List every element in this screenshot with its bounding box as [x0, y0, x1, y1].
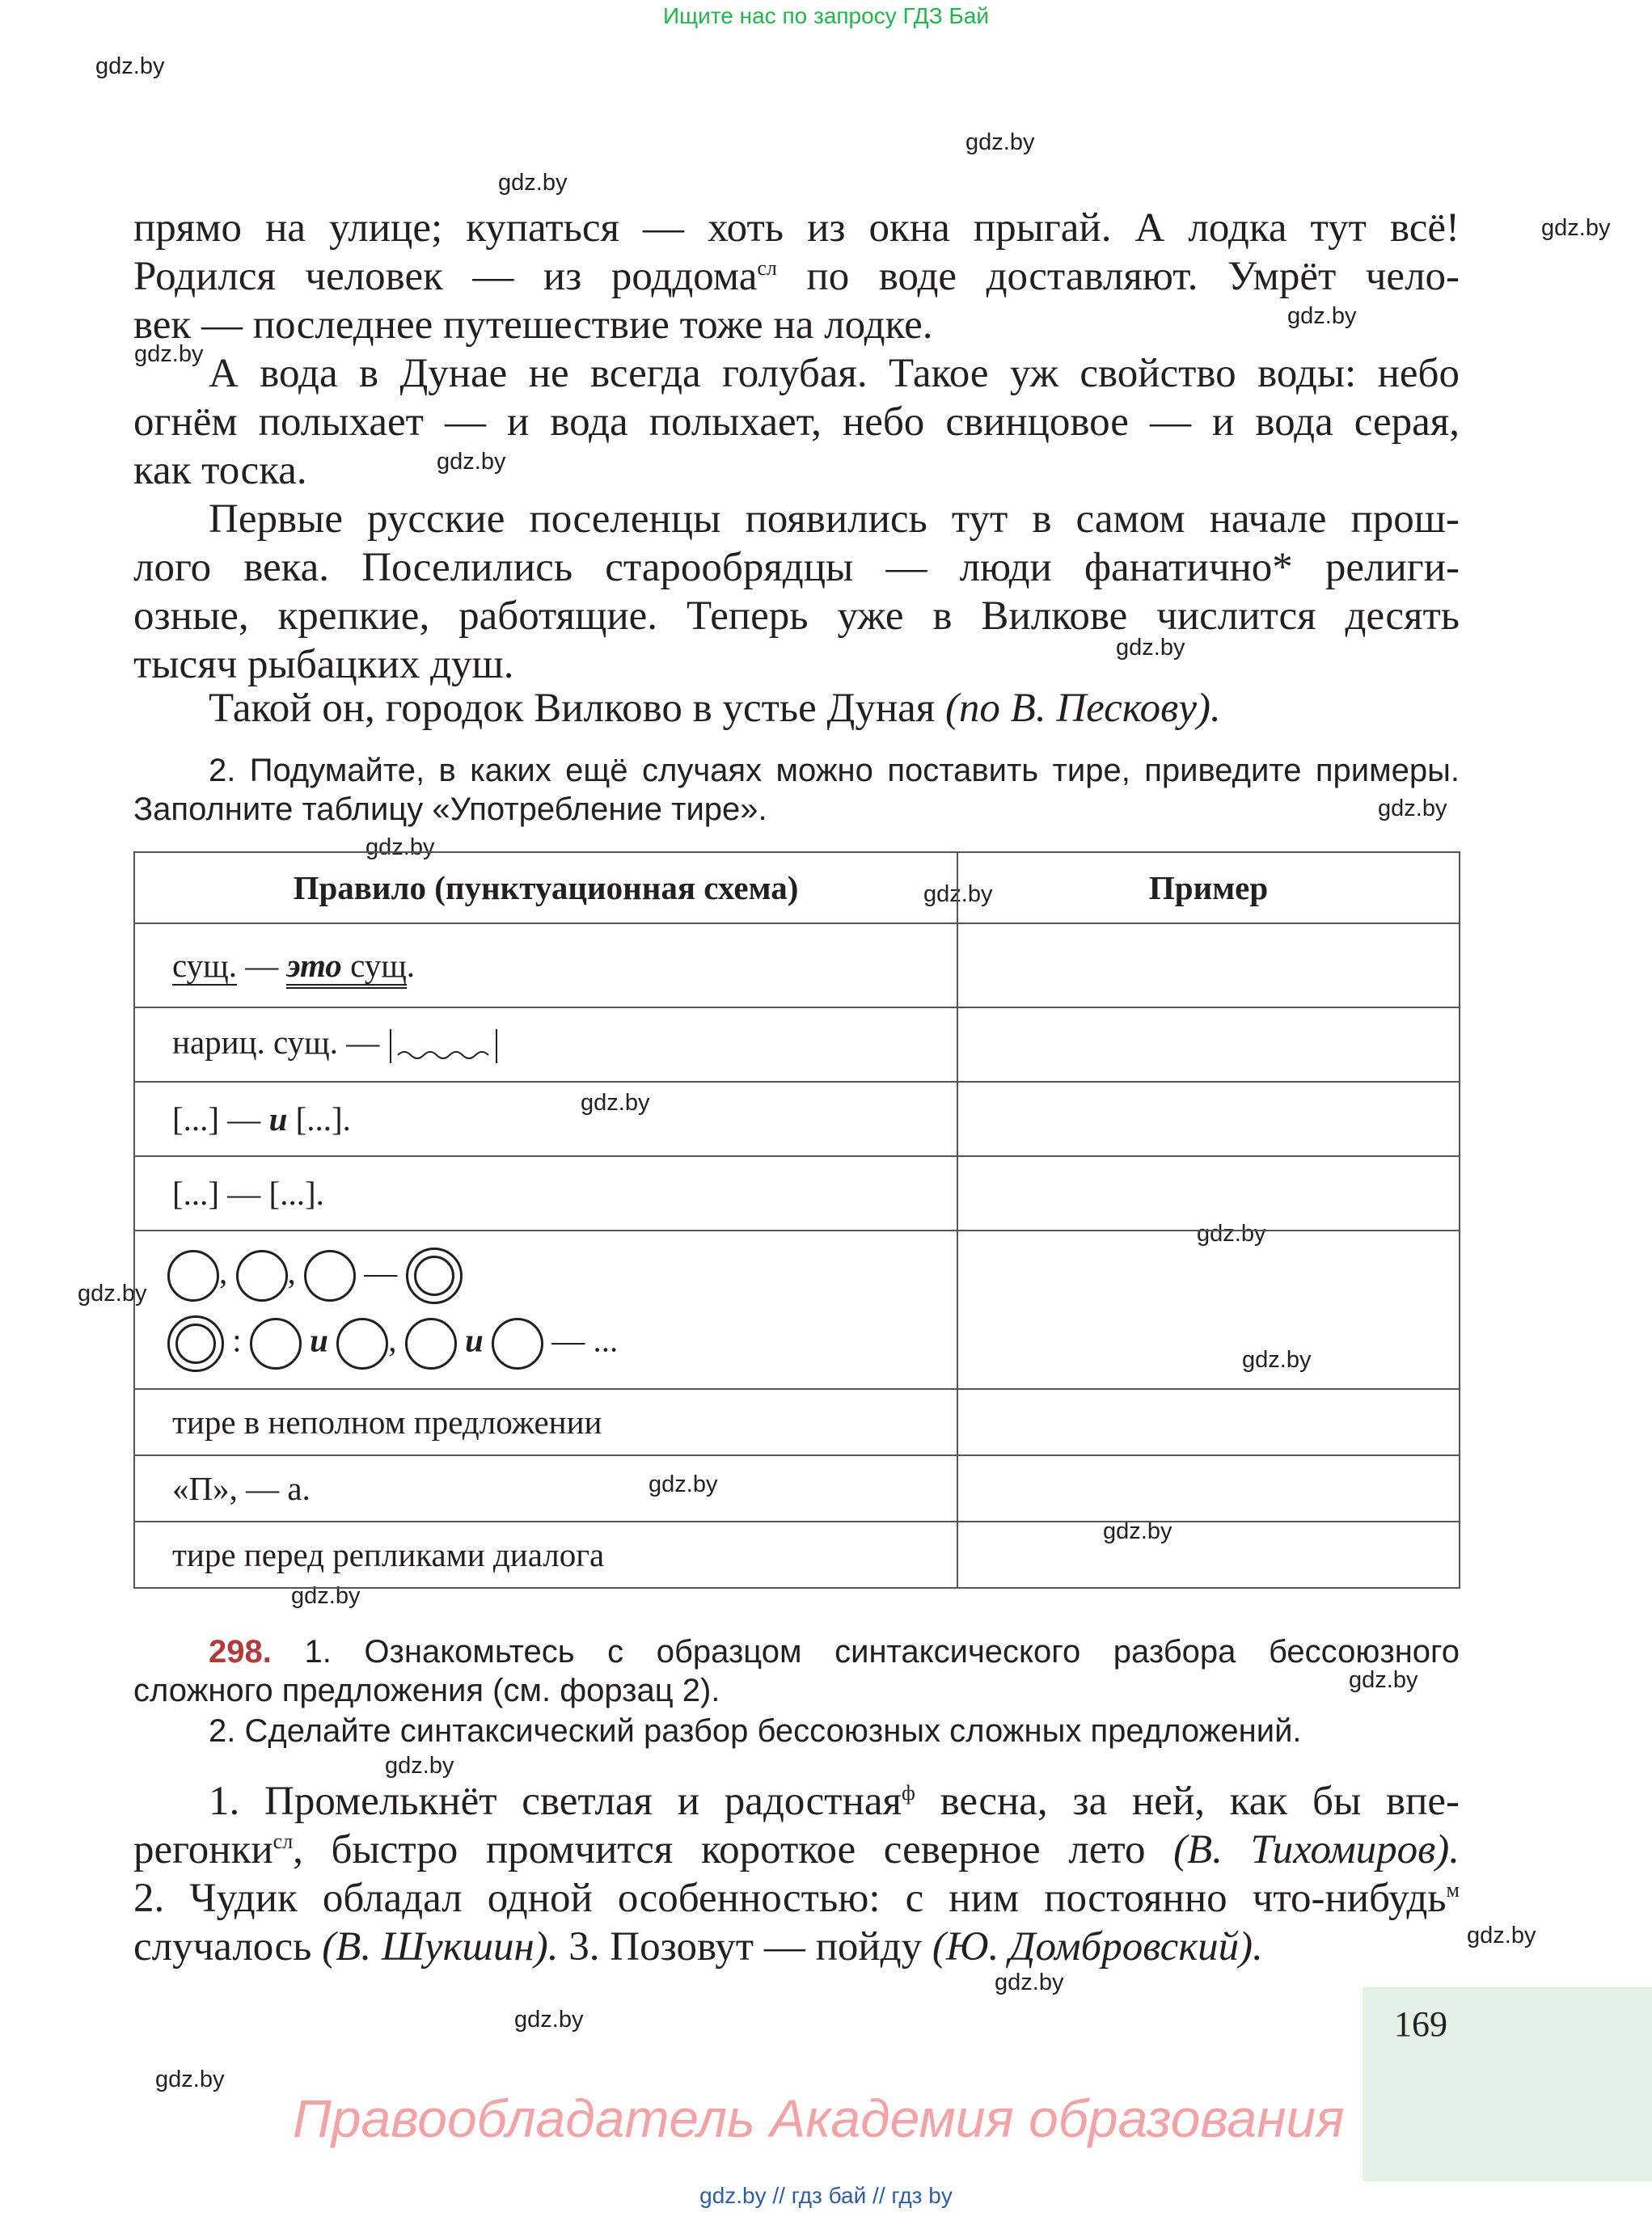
- text-line: огнём полыхает — и вода полыхает, небо свинцовое — и вода серая,: [133, 399, 1460, 445]
- task-instruction: 2. Подумайте, в каких ещё случаях можно поставить тире, приведите примеры.: [209, 753, 1460, 788]
- watermark: gdz.by: [1541, 215, 1611, 241]
- rule-cell: [...] — и [...].: [134, 1082, 957, 1156]
- watermark: gdz.by: [365, 834, 435, 860]
- watermark: gdz.by: [1467, 1923, 1536, 1948]
- watermark: gdz.by: [291, 1583, 361, 1609]
- watermark: gdz.by: [1103, 1518, 1172, 1544]
- watermark: gdz.by: [965, 129, 1035, 155]
- watermark: gdz.by: [1378, 796, 1447, 821]
- text-line: случалось (В. Шукшин). 3. Позовут — пойду (Ю. Домбровский).: [133, 1924, 1263, 1970]
- example-cell[interactable]: [957, 1389, 1460, 1455]
- text-line: регонки$^{сл}$, быстро промчится короткое северное лето (В. Тихомиров).: [133, 1827, 1460, 1872]
- header-example: Пример: [957, 852, 1460, 923]
- table-row: [134, 1455, 1460, 1522]
- example-cell[interactable]: [957, 1156, 1460, 1231]
- example-cell[interactable]: [957, 1082, 1460, 1156]
- table-row: [134, 1231, 1460, 1389]
- example-cell[interactable]: [957, 923, 1460, 1007]
- task-instruction: Заполните таблицу «Употребление тире».: [133, 792, 767, 827]
- watermark: gdz.by: [514, 2007, 584, 2033]
- table-row: [134, 1522, 1460, 1588]
- rule-cell: [134, 1231, 957, 1389]
- watermark: gdz.by: [1242, 1347, 1312, 1373]
- exercise-number: 298.: [209, 1634, 272, 1670]
- rule-cell: тире в неполном предложении: [134, 1389, 957, 1455]
- table-row: [134, 1389, 1460, 1455]
- watermark: gdz.by: [1197, 1221, 1266, 1247]
- double-circle-icon: [406, 1248, 463, 1304]
- rule-cell: сущ. — это сущ.: [134, 923, 957, 1007]
- circle-icon: [250, 1318, 302, 1370]
- rule-cell: [...] — [...].: [134, 1156, 957, 1231]
- text-line: Родился человек — из роддома$^{сл}$ по воде доставляют. Умрёт чело-: [133, 254, 1460, 299]
- double-circle-icon: [167, 1315, 224, 1372]
- circle-icon: [304, 1250, 356, 1302]
- watermark: gdz.by: [437, 449, 506, 475]
- example-cell[interactable]: [957, 1231, 1460, 1389]
- text-line: век — последнее путешествие тоже на лодке.: [133, 302, 933, 348]
- text-line: А вода в Дунае не всегда голубая. Такое уж свойство воды: небо: [209, 351, 1460, 396]
- table-header-row: [134, 852, 1460, 923]
- watermark: gdz.by: [385, 1753, 454, 1779]
- example-cell[interactable]: [957, 1522, 1460, 1588]
- text-line: 1. Промелькнёт светлая и радостная$^ф$ весна, за ней, как бы впе-: [209, 1779, 1460, 1824]
- page-number: 169: [1394, 2004, 1447, 2044]
- text-line: как тоска.: [133, 448, 307, 493]
- watermark: gdz.by: [498, 170, 568, 196]
- text-line: Такой он, городок Вилково в устье Дуная (по В. Пескову).: [209, 686, 1221, 731]
- table-row: [134, 923, 1460, 1007]
- rule-cell: тире перед репликами диалога: [134, 1522, 957, 1588]
- text-line: тысяч рыбацких душ.: [133, 642, 514, 687]
- watermark: gdz.by: [995, 1970, 1064, 1995]
- text-line: 2. Чудик обладал одной особенностью: с ним постоянно что-нибудь$^м$: [133, 1876, 1460, 1921]
- exercise-298-line: 298. 1. Ознакомьтесь с образцом синтаксического разбора бессоюзного: [209, 1634, 1460, 1670]
- text-line: озные, крепкие, работящие. Теперь уже в Вилкове числится десять: [133, 593, 1460, 639]
- predicate-wavy-scheme: [388, 1026, 501, 1066]
- homogeneous-scheme-2: : и , и — ...: [167, 1315, 957, 1372]
- watermark: gdz.by: [1287, 303, 1357, 329]
- search-banner[interactable]: Ищите нас по запросу ГДЗ Бай: [662, 3, 990, 28]
- example-cell[interactable]: [957, 1455, 1460, 1522]
- text-line: Первые русские поселенцы появились тут в самом начале прош-: [209, 496, 1460, 542]
- circle-icon: [167, 1250, 219, 1302]
- watermark: gdz.by: [923, 881, 993, 907]
- dash-usage-table: [133, 851, 1460, 1589]
- table-row: [134, 1082, 1460, 1156]
- text-line: лого века. Поселились старообрядцы — люди фанатично* религи-: [133, 545, 1460, 590]
- watermark: gdz.by: [134, 341, 204, 367]
- watermark: gdz.by: [581, 1090, 650, 1116]
- footer-links[interactable]: gdz.by // гдз бай // гдз by: [699, 2183, 953, 2208]
- circle-icon: [492, 1318, 543, 1370]
- watermark: gdz.by: [1116, 635, 1185, 661]
- watermark: gdz.by: [78, 1281, 147, 1307]
- table-row: [134, 1156, 1460, 1231]
- circle-icon: [336, 1318, 388, 1370]
- rights-notice: Правообладатель Академия образования: [293, 2088, 1345, 2148]
- exercise-298-line: 2. Сделайте синтаксический разбор бессоюзных сложных предложений.: [209, 1713, 1302, 1749]
- rule-cell: «П», — а.: [134, 1455, 957, 1522]
- circle-icon: [236, 1250, 288, 1302]
- watermark: gdz.by: [1349, 1667, 1418, 1693]
- homogeneous-scheme-1: , , —: [167, 1248, 957, 1304]
- watermark: gdz.by: [649, 1471, 718, 1497]
- watermark: gdz.by: [155, 2067, 225, 2092]
- rule-cell: нариц. сущ. —: [134, 1007, 957, 1082]
- header-rule: Правило (пунктуационная схема): [134, 852, 957, 923]
- example-cell[interactable]: [957, 1007, 1460, 1082]
- watermark: gdz.by: [95, 53, 165, 79]
- table-row: [134, 1007, 1460, 1082]
- exercise-298-line: сложного предложения (см. форзац 2).: [133, 1673, 720, 1708]
- text-line: прямо на улице; купаться — хоть из окна прыгай. А лодка тут всё!: [133, 205, 1460, 251]
- circle-icon: [405, 1318, 457, 1370]
